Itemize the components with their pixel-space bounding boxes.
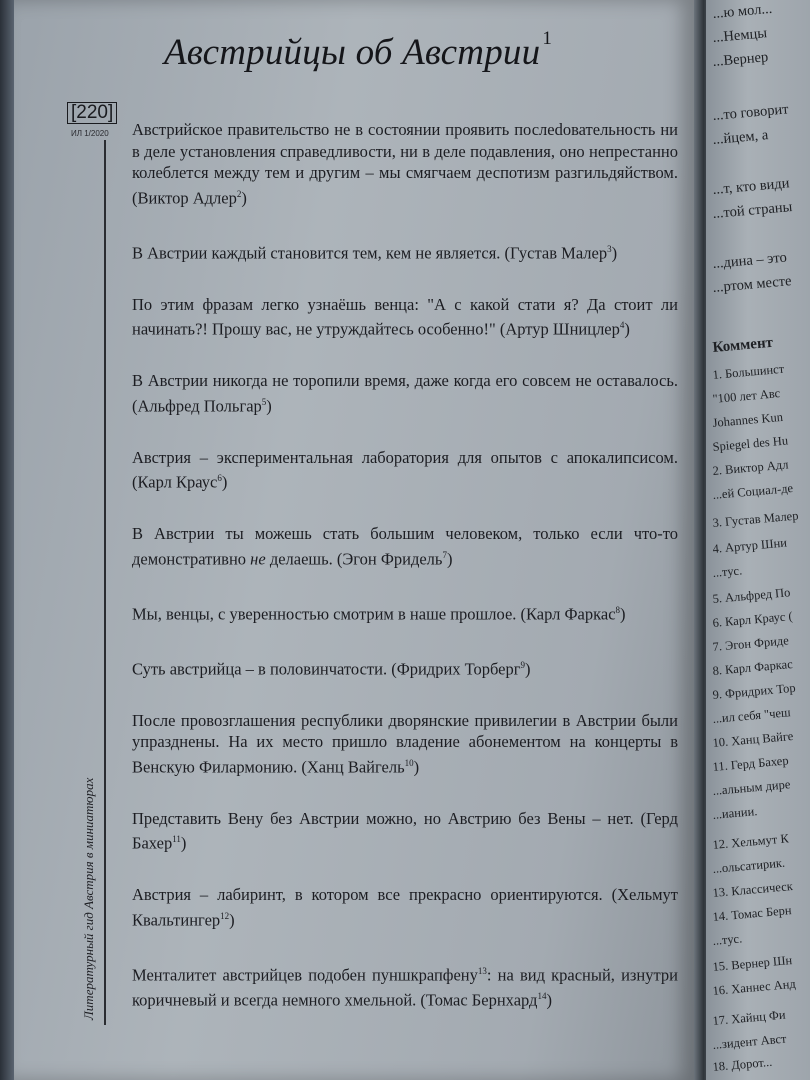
quote-end: ) xyxy=(624,319,630,339)
quote-end: ) xyxy=(266,396,272,415)
right-page-line: Spiegel des Hu xyxy=(712,433,789,454)
title-text: Австрийцы об Австрии xyxy=(164,32,541,73)
quote-item xyxy=(132,239,678,264)
quote-text: Австрия – экспериментальная лаборатория для опытов с апокалипсисом. (Карл Краус xyxy=(132,447,678,492)
quote-item xyxy=(132,119,678,209)
right-page-line: 9. Фридрих Тор xyxy=(712,680,797,702)
quote-text: После провозглашения республики дворянские привилегии в Австрии были упразднены. На их место пришло владение абонементом на концерты в Венскую Филармонию. (Ханц Вайгель xyxy=(132,710,678,776)
quote-text: По этим фразам легко узнаёшь венца: "А с какой стати я? Да стоит ли начинать?! Прошу вас, не утруждайтесь особенно!" (Артур Шницлер xyxy=(132,294,678,339)
quote-end: ) xyxy=(180,833,187,853)
quote-text: В Австрии ты можешь стать большим человеком, только если что-то демонстративно xyxy=(132,524,678,568)
quote-end: ) xyxy=(546,990,552,1009)
right-page-line: ...Немцы xyxy=(712,25,768,46)
footnote-mark: 7 xyxy=(442,549,447,560)
right-page-line: ...т, кто види xyxy=(712,175,791,198)
footnote-mark: 4 xyxy=(619,320,625,330)
footnote-mark: 12 xyxy=(220,910,230,921)
quote-text: Австрийское правительство не в состоянии проявить послеdовательность ни в деле установления справедливости, ни в деле подавления, оно непрестанно колеблется между тем и другим – мы смягчаем деспотизм разгильдяйством. (Виктор Адлер xyxy=(132,120,678,207)
quote-end: ) xyxy=(525,659,531,678)
right-page-line: Johannes Kun xyxy=(712,409,784,430)
right-page-line: 11. Герд Бахер xyxy=(712,753,790,774)
quote-text: Мы, венцы, с уверенностью смотрим в наше прошлое. (Карл Фаркас xyxy=(132,604,616,623)
right-page-line: ...той страны xyxy=(712,199,793,222)
right-page-line: ...зидент Авст xyxy=(712,1031,788,1052)
right-page-line: 5. Альфред По xyxy=(712,585,791,606)
footnote-mark: 6 xyxy=(217,473,222,483)
footnote-mark: 13 xyxy=(477,965,487,976)
quote-end: ) xyxy=(221,472,228,492)
right-page-line: ...йцем, а xyxy=(712,127,769,148)
right-page-line: ...тус. xyxy=(712,563,743,580)
right-page-line: ...ртом месте xyxy=(712,273,793,296)
running-sidebar-title: Литературный гид Австрия в миниатюрах xyxy=(81,777,96,1020)
emphasis: не xyxy=(250,549,266,568)
right-page-line: ...то говорит xyxy=(712,101,790,124)
issue-label: ИЛ 1/2020 xyxy=(71,129,109,138)
book-left-edge xyxy=(0,0,14,1080)
quote-item xyxy=(132,447,678,494)
right-page-line: 10. Ханц Вайге xyxy=(712,728,794,750)
quote-end: ) xyxy=(446,549,453,568)
title-footnote-mark: 1 xyxy=(542,28,553,49)
footnote-mark: 8 xyxy=(615,604,621,615)
right-page-line: 8. Карл Фаркас xyxy=(712,656,794,678)
right-page-line: 18. Дорот... xyxy=(712,1054,773,1074)
right-page-line: ...альным дире xyxy=(712,777,791,798)
right-page-line: 4. Артур Шни xyxy=(712,535,788,556)
quote-item xyxy=(132,655,678,680)
right-page-line: ...иании. xyxy=(712,804,758,822)
quote-text: : на вид красный, изнутри коричневый и всегда немного хмельной. (Томас Бернхард xyxy=(132,965,678,1009)
quote-end: ) xyxy=(413,757,420,776)
right-page-line: ...ольсатирик. xyxy=(712,855,786,876)
quote-item xyxy=(132,808,678,855)
quote-item xyxy=(132,961,678,1011)
right-page-line: 6. Карл Краус ( xyxy=(712,609,794,630)
quote-item xyxy=(132,370,678,417)
footnote-mark: 10 xyxy=(404,757,414,768)
right-page-line: 15. Вернер Шн xyxy=(712,953,793,974)
right-page-line: ...ей Социал-де xyxy=(712,480,794,502)
right-page-line: 13. Классическ xyxy=(712,878,794,900)
footnote-mark: 11 xyxy=(172,834,181,844)
right-page-line: 1. Большинст xyxy=(712,361,785,382)
quote-end: ) xyxy=(620,604,626,623)
quote-text: Представить Вену без Австрии можно, но Австрию без Вены – нет. (Герд Бахер xyxy=(132,808,678,853)
right-page-line: 3. Густав Малер xyxy=(712,508,799,530)
right-page-line: "100 лет Авс xyxy=(712,386,781,406)
right-page-line: ...Вернер xyxy=(712,49,769,70)
left-page xyxy=(14,0,694,1080)
quote-item xyxy=(132,294,678,341)
quote-item xyxy=(132,600,678,625)
right-page-line: 16. Ханнес Анд xyxy=(712,976,797,998)
right-page-line: ...ю мол... xyxy=(712,0,773,22)
right-page-line: 7. Эгон Фриде xyxy=(712,633,790,654)
quote-text: делаешь. (Эгон Фридель xyxy=(265,549,443,568)
quote-item xyxy=(132,710,678,778)
quote-text: В Австрии никогда не торопили время, даже когда его совсем не оставалось. (Альфред Польгар xyxy=(132,371,678,415)
quote-end: ) xyxy=(229,910,235,929)
right-page-line: ...тус. xyxy=(712,931,743,948)
quote-text: В Австрии каждый становится тем, кем не является. (Густав Малер xyxy=(132,243,608,262)
footnote-mark: 14 xyxy=(537,990,547,1001)
comments-heading: Коммент xyxy=(712,334,774,356)
right-page-line: ...дина – это xyxy=(712,249,788,272)
footnote-mark: 9 xyxy=(520,659,526,670)
footnote-mark: 2 xyxy=(236,188,242,199)
footnote-mark: 3 xyxy=(607,243,612,254)
page-number: [220] xyxy=(67,102,117,124)
quote-text: Менталитет австрийцев подобен пуншкрапфену xyxy=(132,965,478,984)
vertical-rule xyxy=(104,140,106,1025)
quotes-list xyxy=(132,119,678,1041)
page-title xyxy=(164,28,644,74)
right-page-line: 12. Хельмут К xyxy=(712,831,790,852)
right-page-line: 17. Хайнц Фи xyxy=(712,1007,787,1028)
right-page-line: ...ил себя "чеш xyxy=(712,705,792,726)
right-page-fragment xyxy=(706,0,810,1080)
quote-end: ) xyxy=(611,243,618,262)
footnote-mark: 5 xyxy=(261,396,267,407)
right-page-line: 2. Виктор Адл xyxy=(712,457,789,478)
quote-text: Суть австрийца – в половинчатости. (Фридрих Торберг xyxy=(132,659,521,678)
quote-text: Австрия – лабиринт, в котором все прекрасно ориентируются. (Хельмут Квальтингер xyxy=(132,885,678,929)
right-page-line: 14. Томас Берн xyxy=(712,903,793,924)
quote-item xyxy=(132,884,678,931)
quote-item xyxy=(132,523,678,570)
quote-end: ) xyxy=(241,188,247,207)
